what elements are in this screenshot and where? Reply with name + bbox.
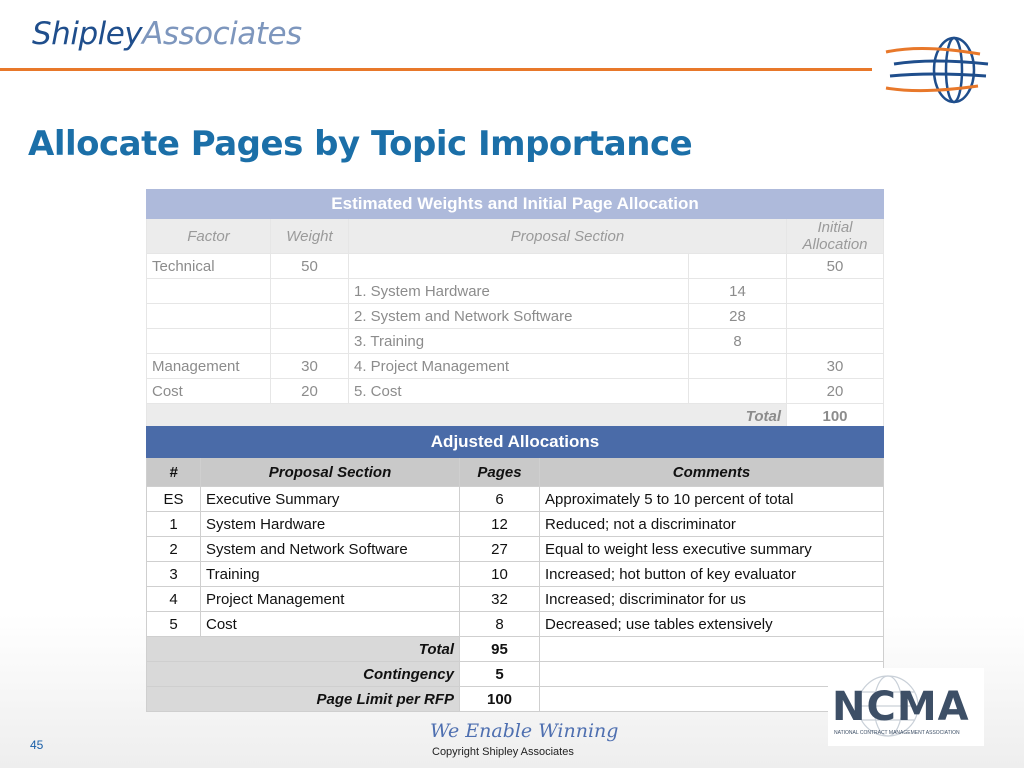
weight-cell xyxy=(271,304,349,329)
summary-value: 95 xyxy=(460,637,540,662)
sub-allocation-cell xyxy=(689,379,787,404)
sub-allocation-cell xyxy=(689,254,787,279)
header-rule xyxy=(0,68,872,71)
pages-cell: 27 xyxy=(460,537,540,562)
summary-value: 100 xyxy=(460,687,540,712)
num-cell: 4 xyxy=(147,587,201,612)
comment-cell: Increased; discriminator for us xyxy=(540,587,884,612)
section-cell: System Hardware xyxy=(201,512,460,537)
table2-header-num: # xyxy=(147,458,201,487)
table2-header-section: Proposal Section xyxy=(201,458,460,487)
factor-cell: Cost xyxy=(147,379,271,404)
comment-cell: Decreased; use tables extensively xyxy=(540,612,884,637)
comment-cell: Equal to weight less executive summary xyxy=(540,537,884,562)
num-cell: ES xyxy=(147,487,201,512)
tagline: We Enable Winning xyxy=(430,720,619,742)
pages-cell: 8 xyxy=(460,612,540,637)
summary-row xyxy=(147,687,884,712)
weight-cell: 50 xyxy=(271,254,349,279)
table1-header-section: Proposal Section xyxy=(349,219,787,254)
section-cell: Executive Summary xyxy=(201,487,460,512)
allocation-cell xyxy=(787,329,884,354)
table2-title: Adjusted Allocations xyxy=(147,427,884,458)
num-cell: 1 xyxy=(147,512,201,537)
section-cell xyxy=(349,254,689,279)
brand-part1: Shipley xyxy=(32,16,143,52)
allocation-cell: 50 xyxy=(787,254,884,279)
summary-blank xyxy=(540,637,884,662)
brand-part2: Associates xyxy=(142,16,302,52)
section-cell: Cost xyxy=(201,612,460,637)
table2-header-pages: Pages xyxy=(460,458,540,487)
summary-value: 5 xyxy=(460,662,540,687)
section-cell: 5. Cost xyxy=(349,379,689,404)
summary-label: Total xyxy=(147,637,460,662)
weight-cell xyxy=(271,279,349,304)
num-cell: 3 xyxy=(147,562,201,587)
comment-cell: Increased; hot button of key evaluator xyxy=(540,562,884,587)
allocation-cell: 30 xyxy=(787,354,884,379)
table1-title: Estimated Weights and Initial Page Allocation xyxy=(147,190,884,219)
copyright: Copyright Shipley Associates xyxy=(432,746,574,758)
summary-label: Contingency xyxy=(147,662,460,687)
table-row xyxy=(147,587,884,612)
table1-total-label: Total xyxy=(147,404,787,429)
table-row xyxy=(147,379,884,404)
weight-cell: 30 xyxy=(271,354,349,379)
table-row xyxy=(147,512,884,537)
sub-allocation-cell: 28 xyxy=(689,304,787,329)
table-row xyxy=(147,254,884,279)
shipley-logo xyxy=(32,16,302,52)
factor-cell xyxy=(147,329,271,354)
table-row xyxy=(147,562,884,587)
table2-header-comments: Comments xyxy=(540,458,884,487)
factor-cell: Management xyxy=(147,354,271,379)
table-row xyxy=(147,279,884,304)
num-cell: 2 xyxy=(147,537,201,562)
section-cell: 1. System Hardware xyxy=(349,279,689,304)
ncma-logo xyxy=(828,668,984,746)
pages-cell: 6 xyxy=(460,487,540,512)
section-cell: System and Network Software xyxy=(201,537,460,562)
allocation-cell: 20 xyxy=(787,379,884,404)
table-row xyxy=(147,487,884,512)
sub-allocation-cell: 8 xyxy=(689,329,787,354)
table1-header-allocation: Initial Allocation xyxy=(787,219,884,254)
table1-total-value: 100 xyxy=(787,404,884,429)
summary-row xyxy=(147,637,884,662)
table-row xyxy=(147,537,884,562)
num-cell: 5 xyxy=(147,612,201,637)
section-cell: Project Management xyxy=(201,587,460,612)
table1-header-factor: Factor xyxy=(147,219,271,254)
slide-title: Allocate Pages by Topic Importance xyxy=(28,124,693,164)
ncma-subtext: NATIONAL CONTRACT MANAGEMENT ASSOCIATION xyxy=(834,730,960,736)
comment-cell: Reduced; not a discriminator xyxy=(540,512,884,537)
comment-cell: Approximately 5 to 10 percent of total xyxy=(540,487,884,512)
ncma-wordmark: NCMA xyxy=(832,684,970,730)
pages-cell: 32 xyxy=(460,587,540,612)
allocation-cell xyxy=(787,304,884,329)
sub-allocation-cell xyxy=(689,354,787,379)
initial-allocation-table xyxy=(146,189,884,429)
pages-cell: 12 xyxy=(460,512,540,537)
weight-cell xyxy=(271,329,349,354)
globe-icon xyxy=(882,32,992,108)
table1-header-weight: Weight xyxy=(271,219,349,254)
table-row xyxy=(147,329,884,354)
table-row xyxy=(147,304,884,329)
factor-cell xyxy=(147,279,271,304)
sub-allocation-cell: 14 xyxy=(689,279,787,304)
weight-cell: 20 xyxy=(271,379,349,404)
section-cell: Training xyxy=(201,562,460,587)
adjusted-allocations-table xyxy=(146,426,884,712)
page-number: 45 xyxy=(30,738,44,752)
summary-row xyxy=(147,662,884,687)
section-cell: 3. Training xyxy=(349,329,689,354)
factor-cell xyxy=(147,304,271,329)
summary-label: Page Limit per RFP xyxy=(147,687,460,712)
allocation-cell xyxy=(787,279,884,304)
factor-cell: Technical xyxy=(147,254,271,279)
pages-cell: 10 xyxy=(460,562,540,587)
table-row xyxy=(147,612,884,637)
table-row xyxy=(147,354,884,379)
section-cell: 2. System and Network Software xyxy=(349,304,689,329)
section-cell: 4. Project Management xyxy=(349,354,689,379)
